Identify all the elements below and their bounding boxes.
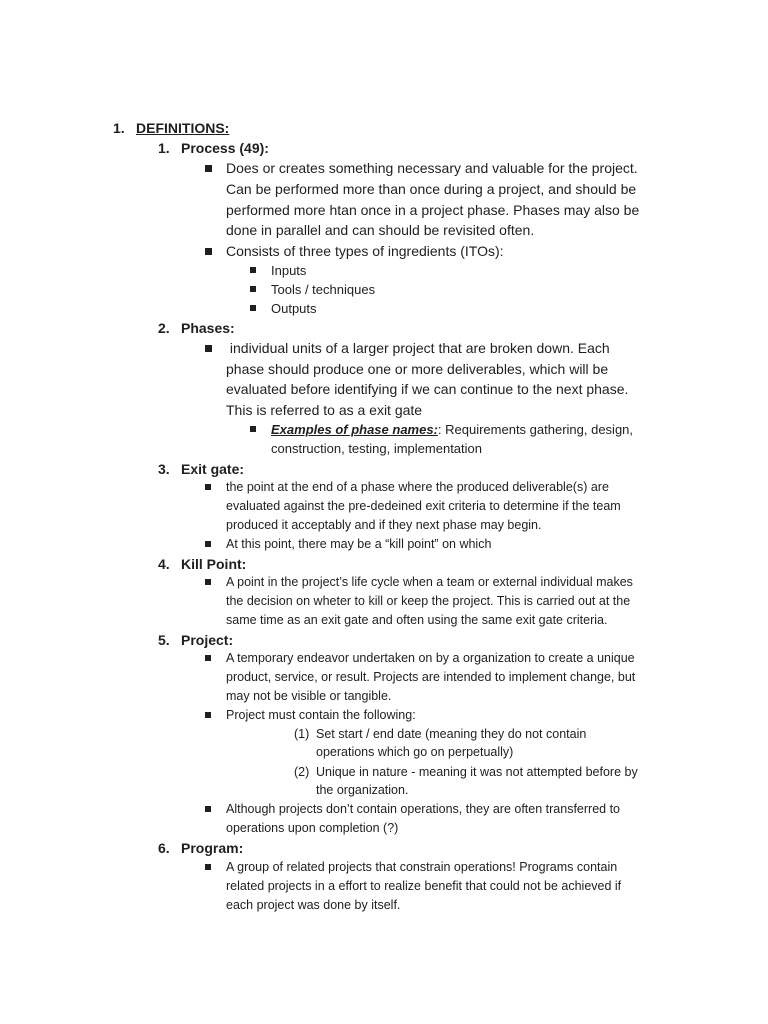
bullet-text-line: This is referred to as a exit gate <box>226 402 423 418</box>
item-number: 3. <box>158 461 170 477</box>
bullet-text-line: related projects in a effort to realize benefit that could not be achieved if <box>226 879 622 893</box>
section-number: 1. <box>113 120 125 136</box>
item-number: 1. <box>158 140 170 156</box>
bullet-text-line: the decision on wheter to kill or keep the project. This is carried out at the <box>226 594 631 608</box>
numbered-marker: (2) <box>294 765 310 779</box>
item-title-program: Program: <box>181 840 244 856</box>
bullet-icon <box>205 579 211 585</box>
bullet-text-line: done in parallel and can should be revisited often. <box>226 222 535 238</box>
item-number: 5. <box>158 632 170 648</box>
sub-bullet-icon <box>250 286 256 292</box>
item-number: 2. <box>158 320 170 336</box>
numbered-text-line: the organization. <box>316 783 409 797</box>
item-title-project: Project: <box>181 632 234 648</box>
item-title-kill-point: Kill Point: <box>181 556 247 572</box>
sub-bullet-text <box>271 423 633 436</box>
item-title-exit-gate: Exit gate: <box>181 461 245 477</box>
bullet-icon <box>205 712 211 718</box>
bullet-text-line: evaluated against the pre-dedeined exit criteria to determine if the team <box>226 499 621 513</box>
sub-bullet-icon <box>250 426 256 432</box>
bullet-text-line: individual units of a larger project that are broken down. Each <box>226 340 610 356</box>
bullet-text-line: Project must contain the following: <box>226 708 416 722</box>
item-title-process: Process (49): <box>181 140 269 156</box>
bullet-text-line: phase should produce one or more deliverables, which will be <box>226 361 609 377</box>
bullet-icon <box>205 655 211 661</box>
sub-bullet-text: Inputs <box>271 263 307 278</box>
item-number: 6. <box>158 840 170 856</box>
bullet-text-line: Consists of three types of ingredients (ITOs): <box>226 243 504 259</box>
sub-bullet-icon <box>250 305 256 311</box>
emphasis-rest: : Requirements gathering, design, <box>437 422 634 437</box>
bullet-icon <box>205 541 211 547</box>
bullet-text-line: the point at the end of a phase where the produced deliverable(s) are <box>226 480 609 494</box>
numbered-text-line: Set start / end date (meaning they do not contain <box>316 727 587 741</box>
bullet-text-line: produced it acceptably and if they next phase may begin. <box>226 518 542 532</box>
bullet-icon <box>205 248 212 255</box>
item-title-phases: Phases: <box>181 320 235 336</box>
bullet-text-line: may not be visible or tangible. <box>226 689 392 703</box>
bullet-icon <box>205 165 212 172</box>
section-title: DEFINITIONS: <box>136 120 230 136</box>
bullet-text-line: At this point, there may be a “kill point” on which <box>226 537 492 551</box>
bullet-icon <box>205 345 212 352</box>
bullet-text-line: A point in the project’s life cycle when a team or external individual makes <box>226 575 633 589</box>
bullet-text-line: Although projects don’t contain operations, they are often transferred to <box>226 802 620 816</box>
bullet-text-line: Does or creates something necessary and valuable for the project. <box>226 160 638 176</box>
bullet-text-line: operations upon completion (?) <box>226 821 399 835</box>
numbered-marker: (1) <box>294 727 310 741</box>
bullet-text-line: performed more htan once in a project phase. Phases may also be <box>226 202 640 218</box>
bullet-text-line: A temporary endeavor undertaken on by a organization to create a unique <box>226 651 635 665</box>
bullet-icon <box>205 864 211 870</box>
bullet-text-line: each project was done by itself. <box>226 898 401 912</box>
emphasis-label: Examples of phase names: <box>271 422 438 437</box>
item-number: 4. <box>158 556 170 572</box>
sub-bullet-text: construction, testing, implementation <box>271 441 482 456</box>
bullet-text-line: same time as an exit gate and often using the same exit gate criteria. <box>226 613 608 627</box>
bullet-icon <box>205 484 211 490</box>
bullet-text-line: evaluated before identifying if we can continue to the next phase. <box>226 381 629 397</box>
sub-bullet-icon <box>250 267 256 273</box>
sub-bullet-text: Tools / techniques <box>271 282 376 297</box>
bullet-text-line: Can be performed more than once during a project, and should be <box>226 181 637 197</box>
bullet-text-line: A group of related projects that constrain operations! Programs contain <box>226 860 618 874</box>
bullet-text-line: product, service, or result. Projects are intended to implement change, but <box>226 670 636 684</box>
sub-bullet-text: Outputs <box>271 301 317 316</box>
numbered-text-line: operations which go on perpetually) <box>316 745 514 759</box>
bullet-icon <box>205 806 211 812</box>
numbered-text-line: Unique in nature - meaning it was not attempted before by <box>316 765 638 779</box>
